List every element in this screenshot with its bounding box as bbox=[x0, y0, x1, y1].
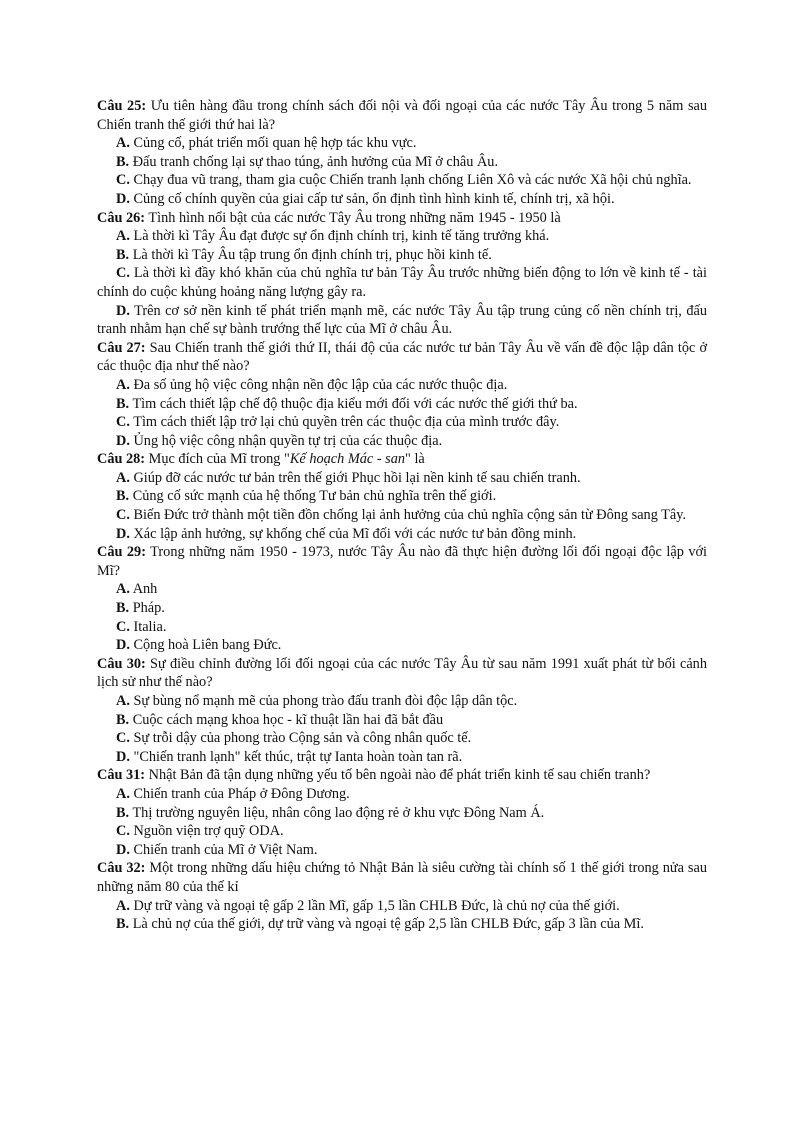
option-text: Tìm cách thiết lập chế độ thuộc địa kiểu mới đối với các nước thế giới thứ ba. bbox=[129, 395, 578, 412]
option-d bbox=[97, 841, 707, 860]
option-c bbox=[97, 729, 707, 748]
question-label: Câu 26: bbox=[97, 209, 146, 226]
option-key: A. bbox=[116, 376, 130, 393]
option-text: Ủng hộ việc công nhận quyền tự trị của các thuộc địa. bbox=[129, 432, 443, 449]
option-text: Là thời kì Tây Âu đạt được sự ổn định chính trị, kinh tế tăng trưởng khá. bbox=[129, 228, 550, 245]
option-b bbox=[97, 599, 707, 618]
option-text: Là chủ nợ của thế giới, dự trữ vàng và ngoại tệ gấp 2,5 lần CHLB Đức, gấp 3 lần của Mĩ. bbox=[129, 916, 644, 933]
question-stem bbox=[97, 766, 707, 785]
option-key: C. bbox=[116, 414, 130, 431]
option-a bbox=[97, 897, 707, 916]
option-text: Thị trường nguyên liệu, nhân công lao động rẻ ở khu vực Đông Nam Á. bbox=[129, 804, 545, 821]
option-c bbox=[97, 506, 707, 525]
option-b bbox=[97, 153, 707, 172]
option-key: A. bbox=[116, 785, 130, 802]
option-key: A. bbox=[116, 897, 130, 914]
question-28 bbox=[97, 450, 707, 543]
option-b bbox=[97, 395, 707, 414]
option-key: D. bbox=[116, 748, 130, 765]
option-key: C. bbox=[116, 507, 130, 524]
question-label: Câu 29: bbox=[97, 544, 146, 561]
question-30 bbox=[97, 655, 707, 767]
option-key: D. bbox=[116, 637, 130, 654]
question-text: Mục đích của Mĩ trong " bbox=[145, 451, 290, 468]
question-text: Một trong những dấu hiệu chứng tỏ Nhật Bản là siêu cường tài chính số 1 thế giới trong nửa sau những năm 80 của thế kỉ bbox=[97, 860, 707, 895]
question-text: Nhật Bản đã tận dụng những yếu tố bên ngoài nào để phát triển kinh tế sau chiến tranh? bbox=[145, 767, 651, 784]
option-key: B. bbox=[116, 395, 130, 412]
question-25 bbox=[97, 97, 707, 209]
option-text: Củng cố sức mạnh của hệ thống Tư bản chủ nghĩa trên thế giới. bbox=[129, 488, 497, 505]
option-key: D. bbox=[116, 841, 130, 858]
option-key: B. bbox=[116, 488, 130, 505]
question-stem bbox=[97, 97, 707, 134]
option-d bbox=[97, 302, 707, 339]
option-key: D. bbox=[116, 302, 130, 319]
question-stem bbox=[97, 209, 707, 228]
option-key: B. bbox=[116, 711, 130, 728]
option-text: Anh bbox=[129, 581, 158, 598]
option-key: C. bbox=[116, 265, 130, 282]
option-b bbox=[97, 246, 707, 265]
option-text: Chiến tranh của Pháp ở Đông Dương. bbox=[129, 785, 350, 802]
question-32 bbox=[97, 859, 707, 933]
option-a bbox=[97, 376, 707, 395]
option-key: C. bbox=[116, 618, 130, 635]
option-a bbox=[97, 469, 707, 488]
option-text: Nguồn viện trợ quỹ ODA. bbox=[129, 823, 284, 840]
question-text: Trong những năm 1950 - 1973, nước Tây Âu nào đã thực hiện đường lối đối ngoại độc lập với Mĩ? bbox=[97, 544, 707, 579]
option-text: Sự bùng nổ mạnh mẽ của phong trào đấu tranh đòi độc lập dân tộc. bbox=[129, 693, 518, 709]
option-b bbox=[97, 711, 707, 730]
option-key: D. bbox=[116, 432, 130, 449]
option-text: Dự trữ vàng và ngoại tệ gấp 2 lần Mĩ, gấp 1,5 lần CHLB Đức, là chủ nợ của thế giới. bbox=[129, 897, 620, 914]
option-d bbox=[97, 190, 707, 209]
option-text: Củng cố chính quyền của giai cấp tư sản, ổn định tình hình kinh tế, chính trị, xã hội. bbox=[129, 190, 615, 207]
option-a bbox=[97, 227, 707, 246]
option-a bbox=[97, 692, 707, 711]
option-a bbox=[97, 580, 707, 599]
question-label: Câu 30: bbox=[97, 655, 146, 672]
option-c bbox=[97, 822, 707, 841]
option-text: Chiến tranh của Mĩ ở Việt Nam. bbox=[129, 841, 318, 858]
option-b bbox=[97, 915, 707, 934]
option-text: Italia. bbox=[129, 618, 167, 635]
option-d bbox=[97, 636, 707, 655]
question-text: Ưu tiên hàng đầu trong chính sách đối nội và đối ngoại của các nước Tây Âu trong 5 năm sau Chiến tranh thế giới thứ hai là? bbox=[97, 98, 708, 133]
option-d bbox=[97, 432, 707, 451]
option-text: Là thời kì đầy khó khăn của chủ nghĩa tư bản Tây Âu trước những biến động to lớn về kinh tế - tài chính do cuộc khủng hoảng năng lượng gây ra. bbox=[97, 265, 707, 300]
option-key: A. bbox=[116, 581, 130, 598]
option-c bbox=[97, 171, 707, 190]
option-key: B. bbox=[116, 153, 130, 170]
question-text: Sự điều chỉnh đường lối đối ngoại của các nước Tây Âu từ sau năm 1991 xuất phát từ bối cảnh lịch sử như thế nào? bbox=[97, 655, 707, 691]
option-key: C. bbox=[116, 823, 130, 840]
option-key: B. bbox=[116, 804, 130, 821]
option-a bbox=[97, 785, 707, 804]
option-text: Đấu tranh chống lại sự thao túng, ảnh hưởng của Mĩ ở châu Âu. bbox=[129, 153, 499, 170]
option-d bbox=[97, 525, 707, 544]
option-d bbox=[97, 748, 707, 767]
question-list bbox=[97, 97, 707, 934]
option-b bbox=[97, 804, 707, 823]
question-text: " là bbox=[405, 451, 425, 468]
option-text: Chạy đua vũ trang, tham gia cuộc Chiến tranh lạnh chống Liên Xô và các nước Xã hội chủ nghĩa. bbox=[129, 172, 692, 189]
option-text: Cuộc cách mạng khoa học - kĩ thuật lần hai đã bắt đầu bbox=[129, 711, 444, 728]
option-key: A. bbox=[116, 135, 130, 152]
option-key: A. bbox=[116, 693, 130, 709]
option-key: A. bbox=[116, 228, 130, 245]
option-text: Pháp. bbox=[129, 600, 165, 617]
question-text-italic: Kế hoạch Mác - san bbox=[289, 451, 406, 468]
option-c bbox=[97, 264, 707, 301]
question-31 bbox=[97, 766, 707, 859]
option-text: Giúp đỡ các nước tư bản trên thế giới Phục hồi lại nền kinh tế sau chiến tranh. bbox=[129, 469, 581, 486]
option-text: Sự trỗi dậy của phong trào Cộng sản và công nhân quốc tế. bbox=[129, 730, 472, 747]
option-text: Xác lập ảnh hưởng, sự khống chế của Mĩ đối với các nước tư bản đồng minh. bbox=[129, 525, 577, 542]
question-text: Tình hình nổi bật của các nước Tây Âu trong những năm 1945 - 1950 là bbox=[145, 209, 561, 226]
question-label: Câu 31: bbox=[97, 767, 146, 784]
question-stem bbox=[97, 543, 707, 580]
question-label: Câu 27: bbox=[97, 339, 146, 356]
option-c bbox=[97, 413, 707, 432]
option-key: C. bbox=[116, 172, 130, 189]
option-text: Đa số ủng hộ việc công nhận nền độc lập của các nước thuộc địa. bbox=[129, 376, 508, 393]
option-key: B. bbox=[116, 916, 130, 933]
option-text: Tìm cách thiết lập trở lại chủ quyền trên các thuộc địa của mình trước đây. bbox=[129, 414, 560, 431]
option-a bbox=[97, 134, 707, 153]
option-text: Củng cố, phát triển mối quan hệ hợp tác khu vực. bbox=[129, 135, 417, 152]
question-label: Câu 25: bbox=[97, 98, 147, 114]
question-label: Câu 32: bbox=[97, 860, 146, 877]
option-text: Trên cơ sở nền kinh tế phát triển mạnh mẽ, các nước Tây Âu tập trung củng cố nền chính trị, đấu tranh nhằm hạn chế sự bành trướng thế lực của Mĩ ở châu Âu. bbox=[97, 302, 707, 338]
option-b bbox=[97, 487, 707, 506]
option-key: A. bbox=[116, 469, 130, 486]
question-26 bbox=[97, 209, 707, 339]
question-stem bbox=[97, 339, 707, 376]
option-text: "Chiến tranh lạnh" kết thúc, trật tự Ianta hoàn toàn tan rã. bbox=[129, 748, 463, 765]
option-text: Là thời kì Tây Âu tập trung ổn định chính trị, phục hồi kinh tế. bbox=[129, 246, 492, 263]
question-stem bbox=[97, 859, 707, 896]
question-label: Câu 28: bbox=[97, 451, 146, 468]
option-key: B. bbox=[116, 246, 130, 263]
option-text: Biến Đức trở thành một tiền đồn chống lại ảnh hưởng của chủ nghĩa cộng sản từ Đông sang Tây. bbox=[129, 507, 687, 524]
question-27 bbox=[97, 339, 707, 451]
option-key: B. bbox=[116, 600, 130, 617]
option-c bbox=[97, 618, 707, 637]
question-text: Sau Chiến tranh thế giới thứ II, thái độ của các nước tư bản Tây Âu về vấn đề độc lập dân tộc ở các thuộc địa như thế nào? bbox=[97, 339, 707, 375]
option-text: Cộng hoà Liên bang Đức. bbox=[129, 637, 282, 654]
question-29 bbox=[97, 543, 707, 655]
option-key: D. bbox=[116, 190, 130, 207]
question-stem bbox=[97, 655, 707, 692]
option-key: D. bbox=[116, 525, 130, 542]
option-key: C. bbox=[116, 730, 130, 747]
question-stem bbox=[97, 450, 707, 469]
